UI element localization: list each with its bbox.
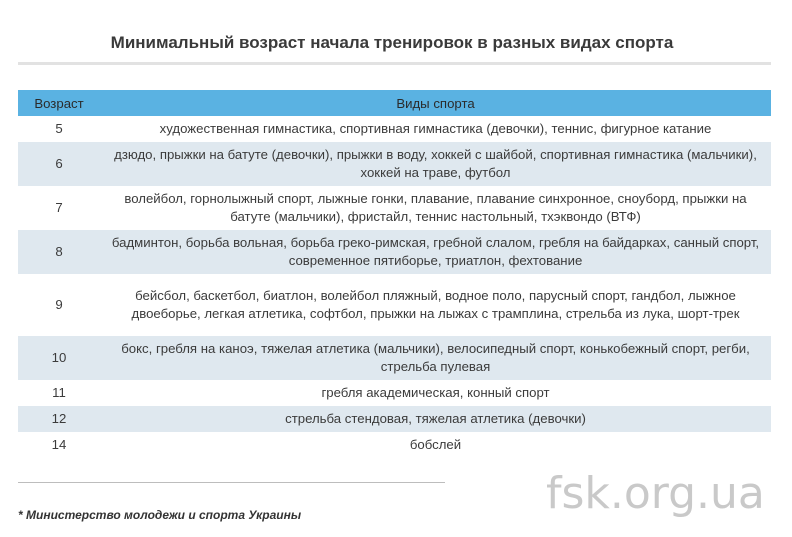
page-title: Минимальный возраст начала тренировок в разных видах спорта: [110, 33, 674, 52]
table-row: [18, 230, 771, 274]
watermark-text: fsk.org.ua: [546, 468, 765, 519]
age-cell: 8: [18, 230, 100, 274]
age-cell: 10: [18, 336, 100, 380]
sports-cell: дзюдо, прыжки на батуте (девочки), прыжки в воду, хоккей с шайбой, спортивная гимнастика (мальчики), хоккей на траве, футбол: [100, 142, 771, 186]
table-header-row: [18, 90, 771, 116]
age-cell: 9: [55, 297, 63, 312]
age-cell: 12: [18, 406, 100, 432]
sports-cell: стрельба стендовая, тяжелая атлетика (девочки): [100, 406, 771, 432]
sports-cell: художественная гимнастика, спортивная гимнастика (девочки), теннис, фигурное катание: [159, 121, 712, 136]
title-divider: [18, 62, 771, 65]
sports-cell: бейсбол, баскетбол, биатлон, волейбол пляжный, водное поло, парусный спорт, гандбол, лыжное двоеборье, легкая атлетика, софтбол, прыжки на лыжах с трамплина, стрельба из лука, шорт-трек: [131, 288, 740, 321]
table-row: [18, 186, 771, 230]
table-row: [18, 406, 771, 432]
table-row: [18, 116, 771, 142]
sports-age-table: [18, 90, 771, 458]
table-row: [18, 432, 771, 458]
age-cell: 11: [52, 385, 66, 400]
age-cell: 5: [55, 121, 63, 136]
table-row: [18, 142, 771, 186]
header-sports: Виды спорта: [100, 90, 771, 116]
sports-cell: волейбол, горнолыжный спорт, лыжные гонки, плавание, плавание синхронное, сноуборд, прыжки на батуте (мальчики), фристайл, теннис настольный, тхэквондо (ВТФ): [124, 191, 747, 224]
footnote-divider: [18, 482, 445, 483]
age-cell: 7: [55, 200, 63, 215]
age-cell: 14: [51, 437, 67, 452]
header-age: Возраст: [18, 90, 100, 116]
table-row: [18, 274, 771, 336]
sports-cell: бадминтон, борьба вольная, борьба греко-римская, гребной слалом, гребля на байдарках, санный спорт, современное пятиборье, триатлон, фехтование: [100, 230, 771, 274]
table-row: [18, 336, 771, 380]
sports-cell: бокс, гребля на каноэ, тяжелая атлетика (мальчики), велосипедный спорт, конькобежный спорт, регби, стрельба пулевая: [100, 336, 771, 380]
sports-cell: гребля академическая, конный спорт: [321, 385, 550, 400]
table-row: [18, 380, 771, 406]
sports-cell: бобслей: [409, 437, 462, 452]
footnote-source: * Министерство молодежи и спорта Украины: [18, 508, 302, 522]
age-cell: 6: [18, 142, 100, 186]
